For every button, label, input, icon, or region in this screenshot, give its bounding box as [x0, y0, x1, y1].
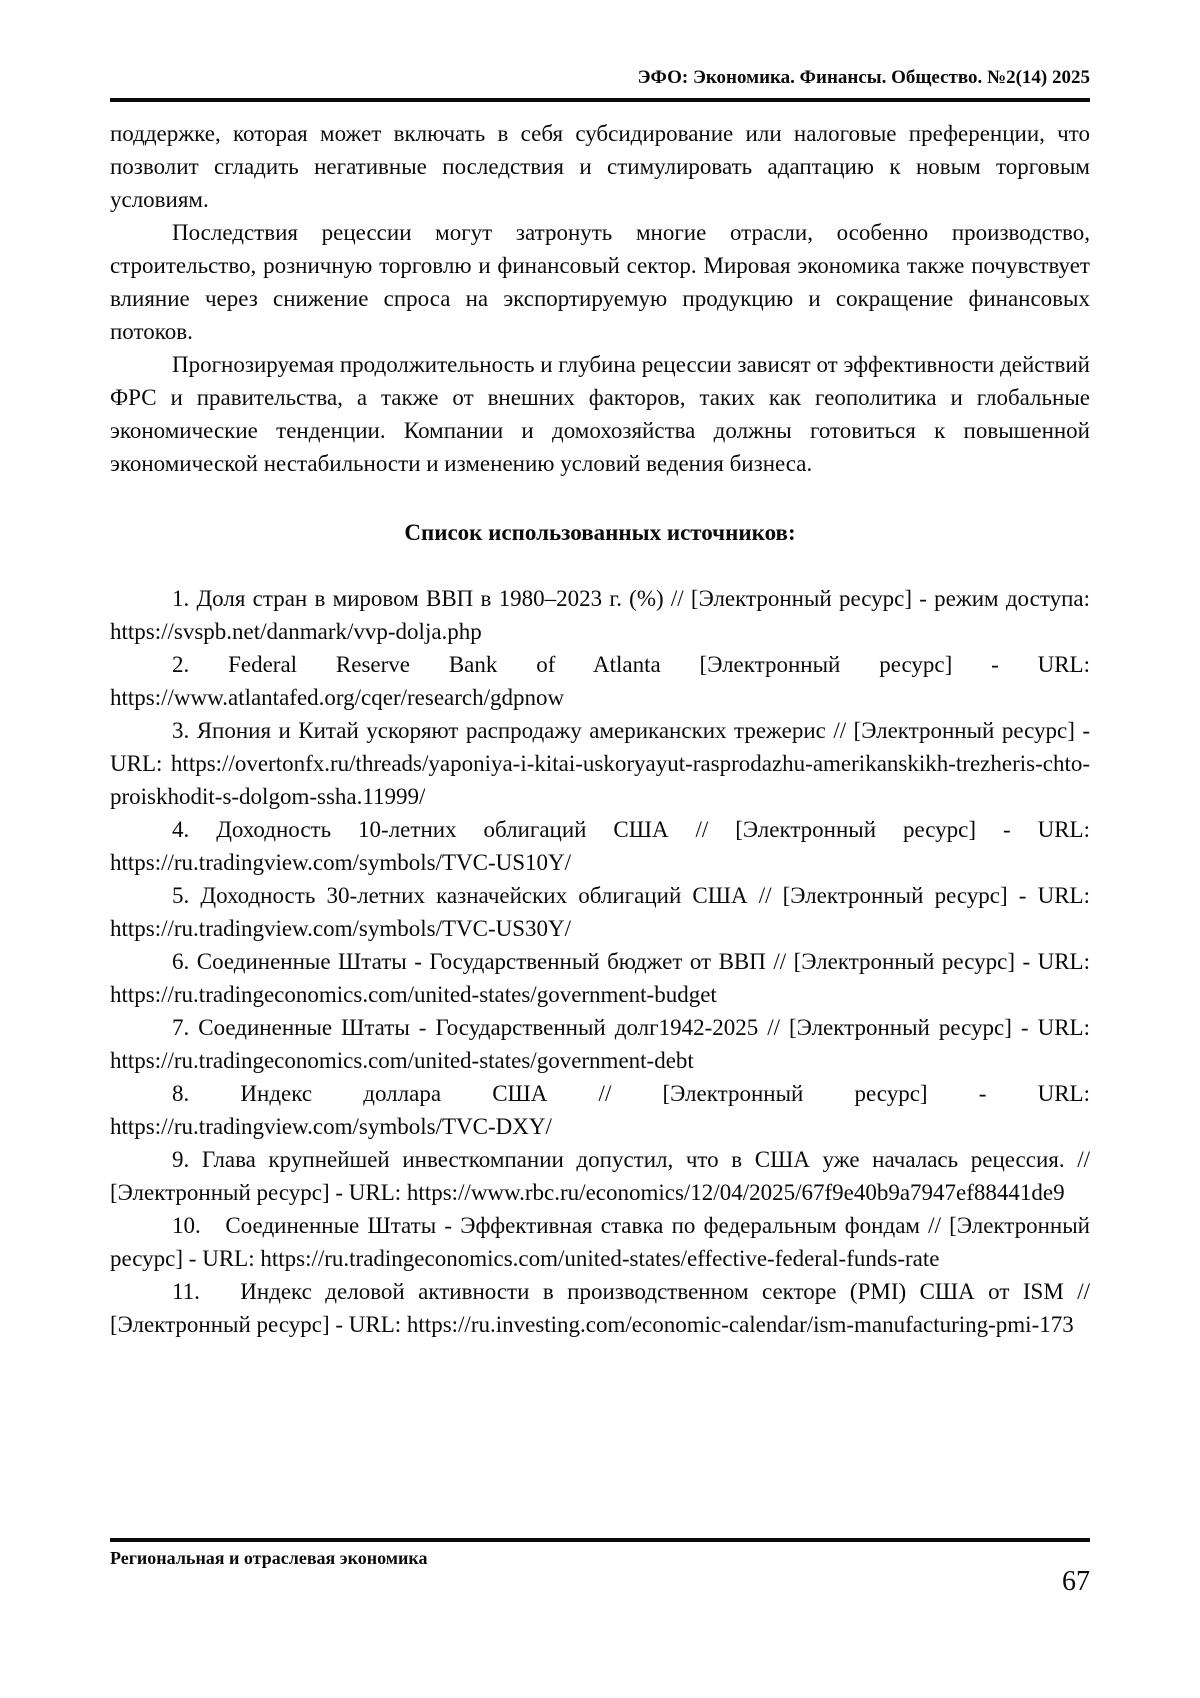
references-heading: Список использованных источников: — [404, 520, 796, 545]
page-number: 67 — [1062, 1566, 1090, 1597]
reference-item: 9. Глава крупнейшей инвесткомпании допустил, что в США уже началась рецессия. // [Электронный ресурс] - URL: https://www.rbc.ru/economics/12/04/2025/67f9e40b9a7947ef88441de9 — [110, 1147, 1090, 1205]
reference-item: 11. Индекс деловой активности в производственном секторе (PMI) США от ISM // [Электронный ресурс] - URL: https://ru.investing.com/economic-calendar/ism-manufacturing-pmi-173 — [110, 1279, 1090, 1337]
reference-item: 3. Япония и Китай ускоряют распродажу американских трежерис // [Электронный ресурс] - URL: https://overtonfx.ru/threads/yaponiya-i-kitai-uskoryayut-rasprodazhu-amerikanskikh-trezheris-chto-proiskhodit-s-dolgom-ssha.11999/ — [110, 718, 1090, 809]
body-paragraph: Прогнозируемая продолжительность и глубина рецессии зависят от эффективности действий ФРС и правительства, а также от внешних факторов, таких как геополитика и глобальные экономические тенденции. Компании и домохозяйства должны готовиться к повышенной экономической нестабильности и изменению условий ведения бизнеса. — [110, 352, 1090, 476]
reference-item: 10. Соединенные Штаты - Эффективная ставка по федеральным фондам // [Электронный ресурс] - URL: https://ru.tradingeconomics.com/united-states/effective-federal-funds-rate — [110, 1213, 1090, 1271]
header-divider — [110, 98, 1090, 102]
reference-item: 5. Доходность 30-летних казначейских облигаций США // [Электронный ресурс] - URL: https://ru.tradingview.com/symbols/TVC-US30Y/ — [110, 883, 1090, 941]
article-body — [110, 117, 1090, 1341]
reference-item: 4. Доходность 10-летних облигаций США // [Электронный ресурс] - URL: https://ru.tradingview.com/symbols/TVC-US10Y/ — [110, 817, 1090, 875]
references-list — [110, 582, 1090, 1341]
reference-item: 7. Соединенные Штаты - Государственный долг1942-2025 // [Электронный ресурс] - URL: https://ru.tradingeconomics.com/united-states/government-debt — [110, 1015, 1090, 1073]
footer-section-title: Региональная и отраслевая экономика — [110, 1548, 428, 1568]
reference-item: 1. Доля стран в мировом ВВП в 1980–2023 г. (%) // [Электронный ресурс] - режим доступа: https://svspb.net/danmark/vvp-dolja.php — [110, 586, 1090, 644]
body-paragraph: Последствия рецессии могут затронуть многие отрасли, особенно производство, строительство, розничную торговлю и финансовый сектор. Мировая экономика также почувствует влияние через снижение спроса на экспортируемую продукцию и сокращение финансовых потоков. — [110, 220, 1090, 344]
reference-item: 2. Federal Reserve Bank of Atlanta [Электронный ресурс] - URL: https://www.atlantafed.org/cqer/research/gdpnow — [110, 652, 1090, 710]
reference-item: 8. Индекс доллара США // [Электронный ресурс] - URL: https://ru.tradingview.com/symbols/TVC-DXY/ — [110, 1081, 1090, 1139]
reference-item: 6. Соединенные Штаты - Государственный бюджет от ВВП // [Электронный ресурс] - URL: https://ru.tradingeconomics.com/united-states/government-budget — [110, 949, 1090, 1007]
body-paragraph: поддержке, которая может включать в себя субсидирование или налоговые преференции, что позволит сгладить негативные последствия и стимулировать адаптацию к новым торговым условиям. — [110, 121, 1090, 212]
journal-header: ЭФО: Экономика. Финансы. Общество. №2(14) 2025 — [637, 67, 1090, 88]
footer-divider — [110, 1538, 1090, 1542]
